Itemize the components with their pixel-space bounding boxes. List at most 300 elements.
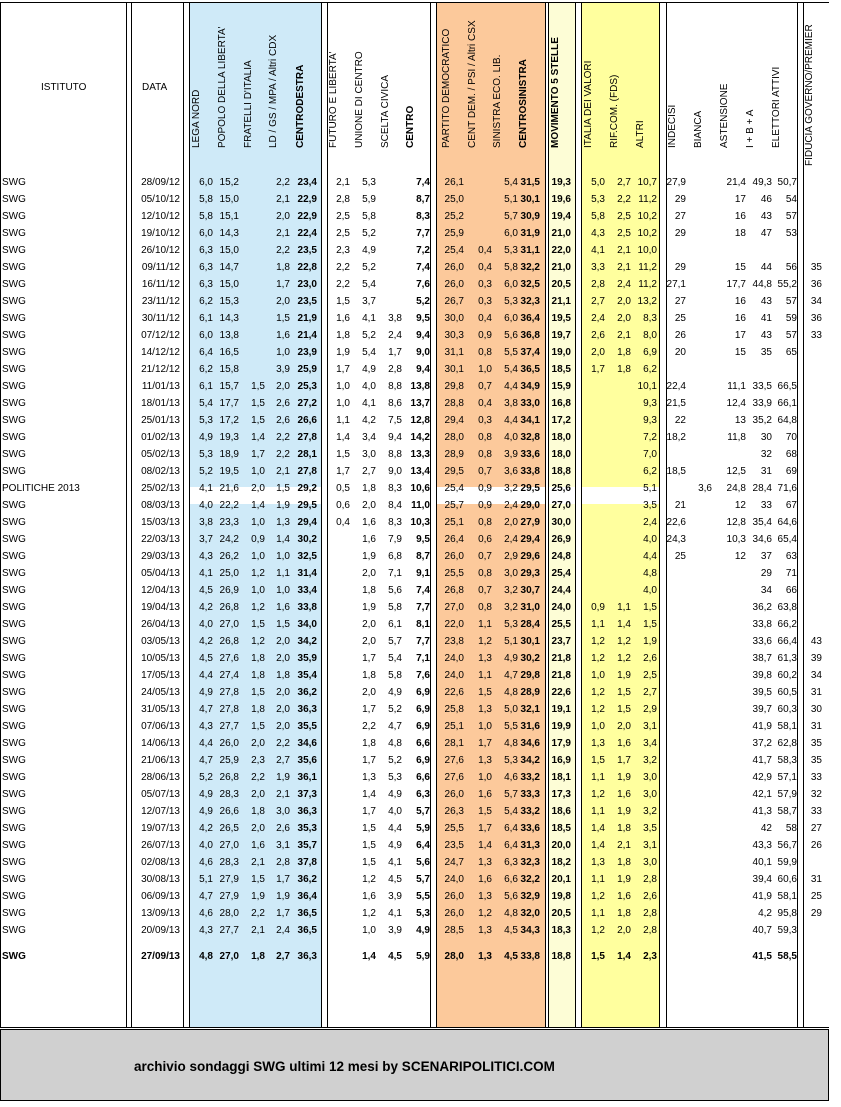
value-cell: 1,7	[251, 449, 265, 460]
value-cell: 0,6	[478, 534, 492, 545]
value-cell: 27,8	[297, 432, 317, 443]
date-cell: 23/11/12	[141, 296, 180, 307]
value-cell: 1,0	[591, 721, 605, 732]
value-cell: 4,8	[643, 568, 657, 579]
value-cell: 4,3	[199, 925, 213, 936]
value-cell: 18,6	[551, 806, 571, 817]
value-cell: 29	[810, 908, 822, 919]
value-cell: 5,2	[362, 228, 376, 239]
value-cell: 54	[785, 194, 797, 205]
value-cell: 5,5	[504, 721, 518, 732]
footer-caption	[0, 1029, 829, 1101]
value-cell: 0,5	[336, 483, 350, 494]
value-cell: 35,2	[752, 415, 772, 426]
value-cell: 5,1	[199, 874, 213, 885]
date-cell: 09/11/12	[141, 262, 180, 273]
value-cell: 4,7	[504, 670, 518, 681]
value-cell: 26,0	[444, 789, 464, 800]
value-cell: 4,4	[504, 381, 518, 392]
value-cell: 5,4	[504, 364, 518, 375]
value-cell: 16,9	[551, 755, 571, 766]
value-cell: 10,1	[637, 381, 657, 392]
value-cell: 19,4	[551, 211, 571, 222]
value-cell: 36,4	[520, 313, 540, 324]
value-cell: 29	[674, 194, 686, 205]
value-cell: 37	[760, 551, 772, 562]
value-cell: 25,5	[551, 619, 571, 630]
value-cell: 27,0	[219, 951, 239, 962]
value-cell: 9,4	[416, 330, 430, 341]
value-cell: 4,1	[362, 398, 376, 409]
value-cell: 7,4	[416, 585, 430, 596]
value-cell: 21,5	[666, 398, 686, 409]
value-cell: 1,5	[478, 687, 492, 698]
value-cell: 35	[810, 755, 822, 766]
institute-cell: SWG	[2, 194, 26, 205]
value-cell: 5,3	[504, 755, 518, 766]
value-cell: 5,4	[362, 279, 376, 290]
header-2: LEGA NORD	[191, 89, 202, 148]
value-cell: 20,5	[551, 908, 571, 919]
value-cell: 63,8	[777, 602, 797, 613]
value-cell: 1,2	[362, 908, 376, 919]
date-cell: 05/07/13	[141, 789, 180, 800]
value-cell: 29,8	[444, 381, 464, 392]
date-cell: 03/05/13	[141, 636, 180, 647]
value-cell: 56	[785, 262, 797, 273]
value-cell: 26,8	[444, 585, 464, 596]
value-cell: 4,7	[199, 755, 213, 766]
date-cell: 08/02/13	[141, 466, 180, 477]
value-cell: 8,0	[643, 330, 657, 341]
value-cell: 2,0	[617, 925, 631, 936]
value-cell: 13,2	[637, 296, 657, 307]
value-cell: 7,2	[416, 245, 430, 256]
value-cell: 1,5	[251, 619, 265, 630]
value-cell: 26,2	[219, 551, 239, 562]
value-cell: 2,0	[276, 296, 290, 307]
value-cell: 4,9	[504, 653, 518, 664]
value-cell: 1,7	[617, 755, 631, 766]
value-cell: 7,4	[416, 177, 430, 188]
value-cell: 4,6	[199, 857, 213, 868]
date-cell: 24/05/13	[141, 687, 180, 698]
value-cell: 3,8	[504, 398, 518, 409]
date-cell: 19/04/13	[141, 602, 180, 613]
value-cell: 6,2	[643, 466, 657, 477]
date-cell: 14/12/12	[141, 347, 180, 358]
value-cell: 2,5	[336, 228, 350, 239]
value-cell: 35	[810, 738, 822, 749]
value-cell: 27,9	[219, 874, 239, 885]
value-cell: 1,9	[617, 874, 631, 885]
value-cell: 65,4	[777, 534, 797, 545]
value-cell: 1,6	[251, 840, 265, 851]
value-cell: 1,5	[617, 687, 631, 698]
value-cell: 26,0	[444, 908, 464, 919]
value-cell: 32,8	[520, 432, 540, 443]
value-cell: 32	[760, 449, 772, 460]
value-cell: 1,6	[478, 789, 492, 800]
value-cell: 33	[810, 330, 822, 341]
value-cell: 35,4	[297, 670, 317, 681]
value-cell: 2,4	[388, 330, 402, 341]
value-cell: 2,0	[276, 211, 290, 222]
institute-cell: SWG	[2, 415, 26, 426]
institute-cell: SWG	[2, 789, 26, 800]
date-cell: 19/07/13	[141, 823, 180, 834]
value-cell: 10,2	[637, 211, 657, 222]
value-cell: 3,1	[643, 721, 657, 732]
value-cell: 3,2	[643, 806, 657, 817]
value-cell: 35,4	[752, 517, 772, 528]
value-cell: 19,3	[219, 432, 239, 443]
value-cell: 1,9	[362, 602, 376, 613]
value-cell: 5,0	[504, 704, 518, 715]
date-cell: 25/02/13	[141, 483, 180, 494]
value-cell: 29,4	[520, 534, 540, 545]
value-cell: 43	[810, 636, 822, 647]
value-cell: 23,8	[444, 636, 464, 647]
value-cell: 4,8	[504, 908, 518, 919]
value-cell: 39	[810, 653, 822, 664]
value-cell: 4,4	[388, 823, 402, 834]
value-cell: 15,0	[219, 279, 239, 290]
value-cell: 1,5	[276, 313, 290, 324]
value-cell: 2,8	[643, 874, 657, 885]
value-cell: 1,0	[336, 381, 350, 392]
value-cell: 22,9	[297, 194, 317, 205]
institute-cell: SWG	[2, 262, 26, 273]
value-cell: 56,7	[777, 840, 797, 851]
value-cell: 11,2	[638, 262, 657, 273]
value-cell: 2,1	[617, 245, 631, 256]
value-cell: 41,7	[752, 755, 772, 766]
value-cell: 26,6	[219, 806, 239, 817]
date-cell: 30/11/12	[141, 313, 180, 324]
value-cell: 14,3	[219, 313, 239, 324]
date-cell: 21/12/12	[141, 364, 180, 375]
value-cell: 18,8	[551, 951, 571, 962]
value-cell: 2,8	[643, 908, 657, 919]
value-cell: 2,9	[504, 551, 518, 562]
value-cell: 0,4	[478, 262, 492, 273]
value-cell: 18,5	[551, 823, 571, 834]
value-cell: 1,5	[362, 857, 376, 868]
value-cell: 15,8	[219, 364, 239, 375]
value-cell: 34,3	[520, 925, 540, 936]
value-cell: 1,8	[336, 330, 350, 341]
value-cell: 2,8	[643, 925, 657, 936]
value-cell: 1,1	[591, 772, 605, 783]
value-cell: 7,6	[416, 670, 430, 681]
value-cell: 1,0	[251, 551, 265, 562]
value-cell: 44	[760, 262, 772, 273]
value-cell: 17,7	[726, 279, 746, 290]
value-cell: 28,0	[444, 951, 464, 962]
value-cell: 25	[674, 551, 686, 562]
value-cell: 27,0	[444, 602, 464, 613]
value-cell: 36,3	[297, 704, 317, 715]
value-cell: 21,4	[726, 177, 746, 188]
value-cell: 24,3	[666, 534, 686, 545]
value-cell: 2,0	[276, 653, 290, 664]
institute-cell: SWG	[2, 279, 26, 290]
date-cell: 07/06/13	[141, 721, 180, 732]
value-cell: 17,2	[219, 415, 239, 426]
value-cell: 0,4	[478, 245, 492, 256]
value-cell: 2,5	[643, 670, 657, 681]
value-cell: 1,8	[251, 670, 265, 681]
value-cell: 25,2	[444, 211, 464, 222]
value-cell: 1,2	[478, 908, 492, 919]
value-cell: 19,0	[551, 347, 571, 358]
value-cell: 28,8	[444, 398, 464, 409]
institute-cell: SWG	[2, 517, 26, 528]
value-cell: 5,3	[504, 245, 518, 256]
value-cell: 29,4	[444, 415, 464, 426]
value-cell: 26,0	[444, 279, 464, 290]
value-cell: 15,9	[551, 381, 571, 392]
value-cell: 1,7	[336, 364, 350, 375]
institute-cell: SWG	[2, 585, 26, 596]
value-cell: 36,8	[520, 330, 540, 341]
value-cell: 1,6	[478, 874, 492, 885]
value-cell: 35,7	[297, 840, 317, 851]
value-cell: 32,2	[520, 874, 540, 885]
value-cell: 57	[785, 211, 797, 222]
value-cell: 27	[674, 211, 686, 222]
value-cell: 31,9	[520, 228, 540, 239]
value-cell: 34,0	[297, 619, 317, 630]
value-cell: 6,0	[199, 228, 213, 239]
value-cell: 1,0	[276, 347, 290, 358]
value-cell: 35	[760, 347, 772, 358]
value-cell: 9,0	[388, 466, 402, 477]
value-cell: 1,1	[478, 670, 492, 681]
value-cell: 8,7	[416, 551, 430, 562]
value-cell: 1,4	[362, 951, 376, 962]
value-cell: 30,1	[444, 364, 464, 375]
value-cell: 0,9	[251, 534, 265, 545]
value-cell: 5,6	[504, 891, 518, 902]
value-cell: 11,0	[411, 500, 430, 511]
value-cell: 25,0	[444, 194, 464, 205]
value-cell: 1,7	[362, 755, 376, 766]
value-cell: 1,2	[591, 891, 605, 902]
value-cell: 4,0	[643, 585, 657, 596]
value-cell: 24,0	[444, 653, 464, 664]
column-group-backgrounds	[0, 2, 829, 1101]
institute-cell: SWG	[2, 602, 26, 613]
value-cell: 6,6	[504, 874, 518, 885]
value-cell: 3,2	[504, 483, 518, 494]
value-cell: 16	[734, 211, 746, 222]
value-cell: 6,1	[388, 619, 402, 630]
value-cell: 33,3	[520, 789, 540, 800]
value-cell: 3,9	[388, 925, 402, 936]
institute-cell: SWG	[2, 687, 26, 698]
value-cell: 0,8	[478, 347, 492, 358]
value-cell: 2,2	[276, 177, 290, 188]
value-cell: 36,3	[297, 806, 317, 817]
value-cell: 30,3	[444, 330, 464, 341]
value-cell: 31,1	[520, 245, 540, 256]
value-cell: 2,2	[276, 449, 290, 460]
value-cell: 27	[810, 823, 822, 834]
value-cell: 26,0	[219, 738, 239, 749]
value-cell: 1,2	[251, 568, 265, 579]
value-cell: 30	[810, 704, 822, 715]
value-cell: 22,2	[219, 500, 239, 511]
value-cell: 1,3	[478, 951, 492, 962]
institute-cell: SWG	[2, 721, 26, 732]
value-cell: 2,3	[643, 951, 657, 962]
value-cell: 42	[760, 823, 772, 834]
value-cell: 13,4	[410, 466, 430, 477]
institute-cell: SWG	[2, 398, 26, 409]
value-cell: 5,7	[504, 789, 518, 800]
institute-cell: SWG	[2, 534, 26, 545]
value-cell: 41,3	[752, 806, 772, 817]
value-cell: 1,8	[617, 857, 631, 868]
value-cell: 29	[760, 568, 772, 579]
institute-cell: SWG	[2, 500, 26, 511]
value-cell: 67	[785, 500, 797, 511]
value-cell: 34,6	[520, 738, 540, 749]
value-cell: 29	[674, 228, 686, 239]
value-cell: 1,7	[388, 347, 402, 358]
value-cell: 29,0	[520, 500, 540, 511]
value-cell: 1,5	[251, 415, 265, 426]
header-21: ASTENSIONE	[719, 83, 730, 148]
value-cell: 27,4	[219, 670, 239, 681]
value-cell: 2,6	[643, 891, 657, 902]
value-cell: 3,0	[362, 449, 376, 460]
value-cell: 1,3	[591, 857, 605, 868]
value-cell: 31,6	[520, 721, 540, 732]
value-cell: 4,0	[199, 619, 213, 630]
value-cell: 14,2	[410, 432, 430, 443]
value-cell: 4,3	[591, 228, 605, 239]
value-cell: 46	[760, 194, 772, 205]
value-cell: 2,6	[276, 823, 290, 834]
value-cell: 32,5	[520, 279, 540, 290]
value-cell: 2,0	[251, 823, 265, 834]
value-cell: 34,2	[520, 755, 540, 766]
value-cell: 6,4	[504, 840, 518, 851]
value-cell: 1,8	[251, 806, 265, 817]
value-cell: 35,9	[297, 653, 317, 664]
value-cell: 1,6	[362, 517, 376, 528]
header-24: FIDUCIA GOVERNO/PREMIER	[804, 24, 815, 166]
value-cell: 3,0	[643, 857, 657, 868]
value-cell: 22,0	[551, 245, 571, 256]
value-cell: 27,9	[520, 517, 540, 528]
value-cell: 28,9	[520, 687, 540, 698]
value-cell: 4,9	[388, 687, 402, 698]
value-cell: 7,9	[388, 534, 402, 545]
value-cell: 24,2	[219, 534, 239, 545]
value-cell: 1,4	[362, 789, 376, 800]
value-cell: 2,3	[336, 245, 350, 256]
value-cell: 3,5	[643, 823, 657, 834]
value-cell: 1,1	[591, 806, 605, 817]
value-cell: 1,5	[617, 704, 631, 715]
value-cell: 1,3	[478, 704, 492, 715]
value-cell: 2,0	[276, 721, 290, 732]
value-cell: 8,7	[416, 194, 430, 205]
value-cell: 58,5	[777, 951, 797, 962]
date-cell: 02/08/13	[141, 857, 180, 868]
value-cell: 8,1	[416, 619, 430, 630]
value-cell: 2,3	[251, 755, 265, 766]
value-cell: 57	[785, 330, 797, 341]
value-cell: 2,0	[362, 500, 376, 511]
header-4: FRATELLI D'ITALIA	[243, 60, 254, 148]
value-cell: 6,4	[504, 823, 518, 834]
value-cell: 4,0	[388, 806, 402, 817]
value-cell: 10,2	[637, 228, 657, 239]
value-cell: 5,7	[388, 636, 402, 647]
value-cell: 6,4	[416, 840, 430, 851]
value-cell: 25,9	[297, 364, 317, 375]
value-cell: 1,3	[478, 653, 492, 664]
value-cell: 1,5	[251, 874, 265, 885]
value-cell: 2,1	[336, 177, 350, 188]
value-cell: 1,6	[617, 789, 631, 800]
value-cell: 1,5	[478, 806, 492, 817]
value-cell: 31,5	[520, 177, 540, 188]
value-cell: 5,3	[388, 772, 402, 783]
institute-cell: SWG	[2, 908, 26, 919]
value-cell: 7,7	[416, 636, 430, 647]
value-cell: 25,6	[551, 483, 571, 494]
value-cell: 5,2	[362, 330, 376, 341]
value-cell: 2,1	[276, 789, 290, 800]
grid-lines	[0, 2, 829, 1101]
institute-cell: SWG	[2, 704, 26, 715]
value-cell: 6,0	[504, 228, 518, 239]
value-cell: 28,0	[219, 908, 239, 919]
value-cell: 1,8	[362, 670, 376, 681]
value-cell: 1,1	[617, 602, 631, 613]
value-cell: 26,0	[444, 891, 464, 902]
value-cell: 95,8	[777, 908, 797, 919]
value-cell: 35,3	[297, 823, 317, 834]
value-cell: 24,0	[444, 670, 464, 681]
value-cell: 1,4	[617, 619, 631, 630]
value-cell: 2,7	[643, 687, 657, 698]
institute-cell: SWG	[2, 636, 26, 647]
value-cell: 21,4	[297, 330, 317, 341]
value-cell: 33,0	[520, 398, 540, 409]
date-cell: 26/10/12	[141, 245, 180, 256]
value-cell: 6,1	[199, 381, 213, 392]
value-cell: 36	[810, 279, 822, 290]
value-cell: 28,9	[444, 449, 464, 460]
header-15: MOVIMENTO 5 STELLE	[550, 37, 561, 148]
value-cell: 33,6	[520, 449, 540, 460]
value-cell: 1,9	[617, 806, 631, 817]
value-cell: 27,8	[219, 687, 239, 698]
value-cell: 24,4	[551, 585, 571, 596]
value-cell: 1,2	[478, 636, 492, 647]
date-cell: 05/04/13	[141, 568, 180, 579]
value-cell: 29,8	[520, 670, 540, 681]
value-cell: 23,9	[297, 347, 317, 358]
institute-cell: SWG	[2, 245, 26, 256]
